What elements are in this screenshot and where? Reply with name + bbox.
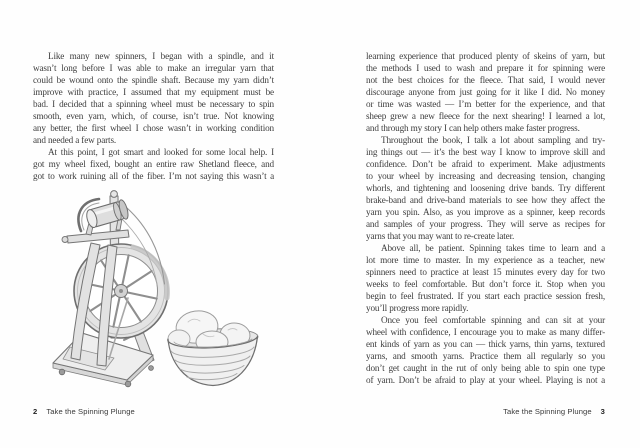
page-number-left: 2 [33, 407, 38, 416]
text-line: At this point, I got smart and looked for some local help. I [48, 147, 274, 157]
text-line: Above all, be patient. Spinning takes time to learn and a [381, 243, 605, 253]
text-line: improve with practice, I assumed that my equipment must be [33, 87, 274, 97]
text-line: or time was wasted — I’m better for the experience, and that [366, 99, 605, 109]
spinning-wheel-drawing [53, 191, 258, 387]
text-line: yarns that you may want to re-create later. [366, 231, 515, 241]
right-page-text [366, 50, 605, 386]
text-line: wasn’t long before I was able to make an irregular yarn that [33, 63, 274, 73]
text-line: and through my story I can help others make faster progress. [366, 123, 580, 133]
text-line: and needed a few parts. [33, 135, 117, 145]
text-line: any better, the first wheel I chose wasn’t in working condition [33, 123, 274, 133]
right-page-footer [503, 407, 605, 416]
spinning-wheel-illustration [48, 188, 263, 400]
text-line: spinners need to practice at least 15 minutes every day for two [366, 267, 605, 277]
finial-knob [111, 191, 118, 198]
text-line: Once you feel comfortable spinning and can sit at your [381, 315, 605, 325]
text-line: not the best choices for the fleece. That said, I would never [366, 75, 605, 85]
text-line: bad. I decided that a spinning wheel must be necessary to spin [33, 99, 274, 109]
running-foot-title-left: Take the Spinning Plunge [46, 407, 135, 416]
text-line: got my wheel fixed, bought an entire raw Shetland fleece, and [33, 159, 274, 169]
text-line: learning experience that produced plenty of skeins of yarn, but [366, 51, 605, 61]
text-line: yarns, and smooth yarns. Practice them all regularly so you [366, 351, 605, 361]
text-line: Throughout the book, I talk a lot about sampling and try- [381, 135, 605, 145]
text-line: smooth, even yarn, which, of course, isn’t true. Not knowing [33, 111, 274, 121]
fleece-basket [168, 308, 259, 385]
running-foot-title-right: Take the Spinning Plunge [503, 407, 592, 416]
text-line: you’ll progress more rapidly. [366, 303, 469, 313]
text-line: brake-band and drive-band materials to see how they affect the [366, 195, 605, 205]
flyer-assembly [62, 199, 130, 243]
text-line: ing things out — it’s the best way I know to improve skill and [366, 147, 605, 157]
bobbin [85, 199, 130, 230]
text-line: to your wheel by increasing and decreasing tension, changing [366, 171, 605, 181]
text-line: Like many new spinners, I began with a spindle, and it [48, 51, 274, 61]
text-line: lot more time to master. In my experience as a teacher, new [366, 255, 605, 265]
left-page-text [33, 50, 274, 182]
text-line: wheel with confidence, I encourage you to make as many differ- [366, 327, 605, 337]
text-line: got to work ruining all of the fiber. I’m not saying this wasn’t a [33, 171, 274, 181]
text-line: could be wound onto the spindle shaft. Because my yarn didn’t [33, 75, 274, 85]
text-line: whorls, and tightening and loosening drive bands. Try different [366, 183, 605, 193]
text-line: yarn you spin. Also, as you improve as a spinner, keep records [366, 207, 605, 217]
text-line: ent kinds of yarn as you can — thick yarns, thin yarns, textured [366, 339, 605, 349]
text-line: confidence. Don’t be afraid to experiment. Make adjustments [366, 159, 605, 169]
text-line: the methods I used to wash and prepare it for spinning were [366, 63, 605, 73]
left-page-footer [33, 407, 135, 416]
text-line: don’t get caught in the rut of only being able to spin one type [366, 363, 605, 373]
text-line: weeks to feel comfortable. But don’t force it. Stop when you [366, 279, 605, 289]
text-line: of yarn. Don’t be afraid to play at your wheel. Playing is not a [366, 375, 605, 385]
text-line: sheep grew a new fleece for the next shearing! I learned a lot, [366, 111, 605, 121]
text-line: discourage anyone from just going for it like I did. No money [366, 87, 605, 97]
page-number-right: 3 [600, 407, 605, 416]
text-line: and samples of your progress. They will serve as recipes for [366, 219, 605, 229]
text-line: begin to feel frustrated. If you start each practice session fresh, [366, 291, 605, 301]
